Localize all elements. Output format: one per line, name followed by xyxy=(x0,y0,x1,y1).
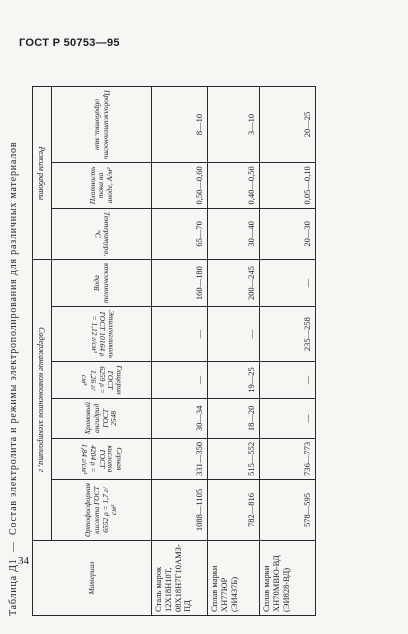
value-cell: — xyxy=(152,362,208,399)
value-cell: — xyxy=(260,398,316,438)
group-composition-text: Содержание компонентов электролита, г xyxy=(37,327,47,473)
value-cell: 20—30 xyxy=(260,208,316,259)
material-cell: Сплав марки ХН70МВЮ-ВД (ЭИ828-ВД) xyxy=(260,541,316,616)
material-cell: Сталь марок 12Х18Н10Т, 08Х18Н7Г10АМЗ-ПД xyxy=(152,541,208,616)
col-header-ethylene-glycol-text: Этиленгликоль ГОСТ 10164 ρ = 1,12 г/см³ xyxy=(89,310,116,359)
col-header-water: Вода техническая xyxy=(52,259,152,306)
table-row xyxy=(152,87,208,616)
page-number: 34 xyxy=(18,555,29,567)
table-row xyxy=(260,87,316,616)
group-header-mode xyxy=(33,87,52,260)
value-cell: — xyxy=(152,307,208,362)
col-header-temperature xyxy=(52,208,152,259)
value-cell: — xyxy=(260,362,316,399)
value-cell: 30—34 xyxy=(152,398,208,438)
value-cell: 1088—1105 xyxy=(152,479,208,540)
value-cell: 30—40 xyxy=(208,208,260,259)
value-cell: 0,50—0,60 xyxy=(152,163,208,209)
table-row xyxy=(208,87,260,616)
value-cell: 65—70 xyxy=(152,208,208,259)
value-cell: 200—245 xyxy=(208,259,260,306)
material-cell: Сплав марки ХН77ЮР (ЭИ437Б) xyxy=(208,541,260,616)
header-row-groups xyxy=(33,87,52,616)
col-header-temperature-text: Температура, °С xyxy=(93,211,112,256)
value-cell: 331—350 xyxy=(152,438,208,479)
group-header-composition xyxy=(33,259,52,540)
value-cell: — xyxy=(208,307,260,362)
page-header: ГОСТ Р 50753—95 xyxy=(19,37,120,49)
caption-title: Состав электролита и режимы электрополирования для различных материалов xyxy=(8,141,19,535)
electrolyte-table xyxy=(32,86,316,616)
col-header-current-density: Плотность тока на аноде, А/м² xyxy=(52,163,152,209)
col-header-duration-text: Продолжительность обработки, мин xyxy=(93,90,112,160)
col-header-sulfuric-acid xyxy=(52,438,152,479)
value-cell: 0,05—0,10 xyxy=(260,163,316,209)
value-cell: 8—10 xyxy=(152,87,208,163)
col-header-material: Материал xyxy=(33,541,152,616)
col-header-sulfuric-acid-text: Серная кислота ГОСТ 4204 ρ = 1,84 г/см³ xyxy=(80,443,125,474)
col-header-ethylene-glycol xyxy=(52,307,152,362)
col-header-duration xyxy=(52,87,152,163)
caption-dash: — xyxy=(8,541,19,553)
value-cell: 578—595 xyxy=(260,479,316,540)
group-mode-text: Режим работы xyxy=(37,146,47,200)
rotated-table-block xyxy=(8,86,400,616)
value-cell: 3—10 xyxy=(208,87,260,163)
value-cell: 736—773 xyxy=(260,438,316,479)
value-cell: 160—180 xyxy=(152,259,208,306)
value-cell: 235—258 xyxy=(260,307,316,362)
table-caption xyxy=(8,86,19,616)
value-cell: 782—816 xyxy=(208,479,260,540)
col-header-chromic-anhydride: Хромовый ангидрид ГОСТ 2548 xyxy=(52,398,152,438)
value-cell: 20—25 xyxy=(260,87,316,163)
value-cell: 18—20 xyxy=(208,398,260,438)
caption-prefix: Таблица Д1 xyxy=(8,558,19,616)
value-cell: 0,40—0,50 xyxy=(208,163,260,209)
col-header-phosphoric-acid: Ортофосфорная кислота ГОСТ 6552 ρ = 1,7 г/см³ xyxy=(52,479,152,540)
col-header-glycerin xyxy=(52,362,152,399)
header-row-columns xyxy=(52,87,152,616)
col-header-glycerin-text: Глицерин ГОСТ 6259 ρ = 1,26 г/см³ xyxy=(80,365,125,395)
value-cell: 515—552 xyxy=(208,438,260,479)
value-cell: — xyxy=(260,259,316,306)
value-cell: 19—25 xyxy=(208,362,260,399)
